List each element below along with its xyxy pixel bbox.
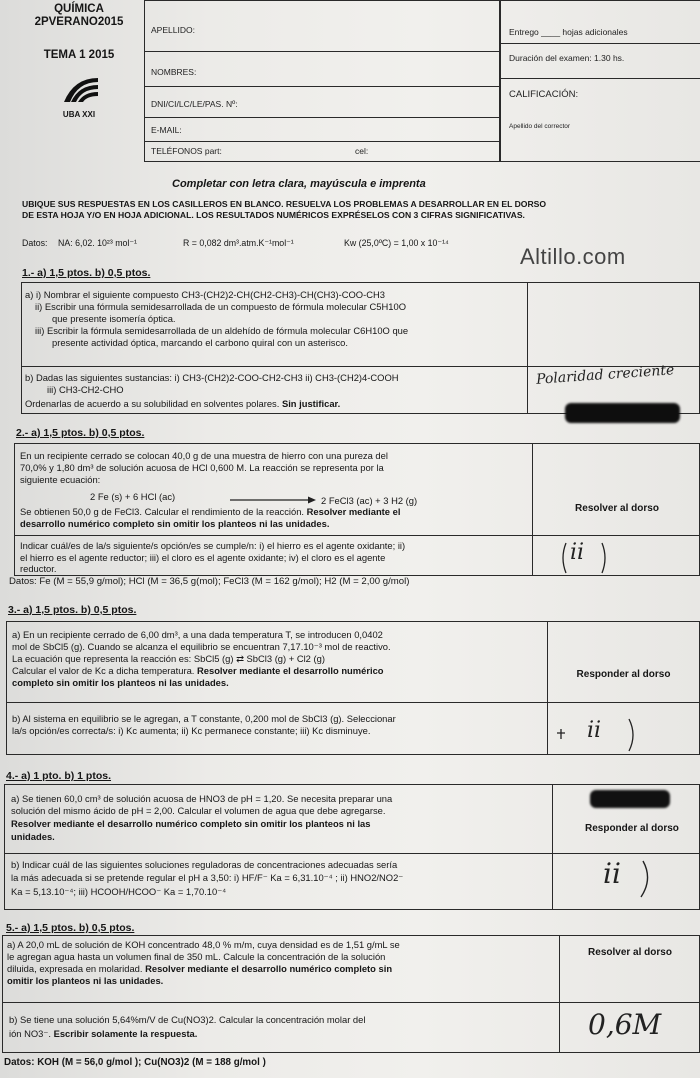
q3-a-3: La ecuación que representa la reacción es: SbCl5 (g) ⇄ SbCl3 (g) + Cl2 (g) (12, 653, 325, 664)
q2-b-2: el hierro es el agente reductor; iii) el cloro es el agente oxidante; iv) el cloro es el agente (20, 552, 386, 563)
q4-a-2: solución del mismo ácido de pH = 2,00. Calcular el volumen de agua que debe agregarse. (11, 805, 386, 816)
student-fields (144, 0, 501, 162)
q1-a-ii-2: que presente isomería óptica. (52, 313, 176, 324)
q2-datos: Datos: Fe (M = 55,9 g/mol); HCl (M = 36,5 g(mol); FeCl3 (M = 162 g/mol); H2 (M = 2,00 g/mol) (9, 576, 410, 587)
q3-a-1: a) En un recipiente cerrado de 6,00 dm³, a una dada temperatura T, se introducen 0,0402 (12, 629, 383, 640)
watermark: Altillo.com (520, 244, 626, 269)
q4-side-note: Responder al dorso (585, 823, 679, 834)
q3-a-5: completo sin omitir los planteos ni las unidades. (12, 677, 229, 688)
q2-equation-right: 2 FeCl3 (ac) + 3 H2 (g) (321, 495, 418, 506)
q1-a-ii: ii) Escribir una fórmula semidesarrollada de un compuesto de fórmula molecular C5H10O (35, 301, 406, 312)
q5-head: 5.- a) 1,5 ptos. b) 0,5 ptos. (6, 922, 135, 934)
q5-a-1: a) A 20,0 mL de solución de KOH concentrado 48,0 % m/m, cuya densidad es de 1,51 g/mL se (7, 939, 400, 950)
q3-b-2: la/s opción/es correcta/s: i) Kc aumenta; ii) Kc permanece constante; iii) Kc disminuye. (12, 725, 371, 736)
reaction-arrow-icon (230, 496, 316, 504)
q1-a-iii-2: presente actividad óptica, marcando el carbono quiral con un asterisco. (52, 337, 349, 348)
q2-side-note: Resolver al dorso (575, 503, 659, 514)
q1-a-iii: iii) Escribir la fórmula semidesarrollada de un aldehído de fórmula molecular C6H10O que (35, 325, 409, 336)
q5-a-3: diluida, expresada en molaridad. Resolver mediante el desarrollo numérico completo sin (7, 963, 393, 974)
q2-b-1: Indicar cuál/es de la/s siguiente/s opción/es se cumple/n: i) el hierro es el agente oxidante; ii) (20, 540, 406, 551)
telefonos-label: TELÉFONOS part: (151, 146, 222, 156)
q1-b-2: iii) CH3-CH2-CHO (47, 384, 124, 395)
q4-b-2: la más adecuada si se pretende regular el pH a 3,50: i) HF/F⁻ Ka = 6,31.10⁻⁴ ; ii) HNO2/NO2⁻ (11, 872, 404, 883)
q1-handwritten-answer: Polaridad creciente (535, 362, 675, 388)
q1-table (21, 282, 700, 414)
datos-na: NA: 6,02. 10²³ mol⁻¹ (58, 238, 137, 248)
q5-handwritten-answer: 0,6M (588, 1008, 662, 1041)
q5-a-2: le agregan agua hasta un volumen final de 350 mL. Calcule la concentración de la solución (7, 951, 386, 962)
header-left (14, 0, 144, 160)
subject: QUÍMICA (54, 3, 104, 15)
q2-a-2: 70,0% y 1,80 dm³ de solución acuosa de HCl 0,600 M. La reacción se representa por la (20, 462, 384, 473)
dni-label: DNI/CI/LC/LE/PAS. Nº: (151, 99, 238, 109)
datos-r: R = 0,082 dm³.atm.K⁻¹mol⁻¹ (183, 238, 294, 248)
q1-b-3: Ordenarlas de acuerdo a su solubilidad en solventes polares. Sin justificar. (25, 398, 341, 409)
q4-hand-paren-icon (595, 859, 655, 899)
q5-b-2: ión NO3⁻. Escribir solamente la respuesta. (9, 1028, 198, 1039)
q3-a-2: mol de SbCl5 (g). Cuando se alcanza el equilibrio se encuentran 7,17.10⁻³ mol de reactivo. (12, 641, 391, 652)
q5-side-note: Resolver al dorso (588, 947, 672, 958)
q3-head: 3.- a) 1,5 ptos. b) 0,5 ptos. (8, 604, 137, 616)
q2-a-5: desarrollo numérico completo sin omitir los planteos ni las unidades. (20, 518, 330, 529)
q3-b-1: b) Al sistema en equilibrio se le agregan, a T constante, 0,200 mol de SbCl3 (g). Seleccionar (12, 713, 396, 724)
q5-table (2, 935, 700, 1053)
datos-label: Datos: (22, 238, 48, 248)
q4-head: 4.- a) 1 pto. b) 1 ptos. (6, 770, 112, 782)
cel-label: cel: (355, 146, 369, 156)
q1-b-1: b) Dadas las siguientes sustancias: i) CH3-(CH2)2-COO-CH2-CH3 ii) CH3-(CH2)4-COOH (25, 372, 399, 383)
q4-handwritten-answer: ii (603, 857, 621, 890)
q4-b-1: b) Indicar cuál de las siguientes soluciones reguladoras de concentraciones adecuadas sería (11, 859, 398, 870)
grading-box (499, 0, 700, 162)
uba-logo-icon (60, 76, 100, 104)
entrego-label: Entrego ____ hojas adicionales (509, 27, 628, 37)
q2-b-3: reductor. (20, 563, 57, 574)
redaction-mark-2 (590, 790, 670, 808)
q1-a-i: a) i) Nombrar el siguiente compuesto CH3-(CH2)2-CH(CH2-CH3)-CH(CH3)-COO-CH3 (25, 289, 385, 300)
q4-b-3: Ka = 5,13.10⁻⁴; iii) HCOOH/HCOO⁻ Ka = 1,70.10⁻⁴ (11, 886, 227, 897)
q3-side-note: Responder al dorso (576, 669, 671, 680)
q1-head: 1.- a) 1,5 ptos. b) 0,5 ptos. (22, 267, 151, 279)
nombres-label: NOMBRES: (151, 67, 197, 77)
calificacion-label: CALIFICACIÓN: (509, 89, 579, 100)
q3-hand-mark-icon (555, 717, 645, 753)
apellido-label: APELLIDO: (151, 25, 195, 35)
q3-table (6, 621, 700, 755)
q5-b-1: b) Se tiene una solución 5,64%m/V de Cu(NO3)2. Calcular la concentración molar del (9, 1014, 366, 1025)
redaction-mark-1 (565, 403, 680, 423)
q2-a-3: siguiente ecuación: (20, 474, 101, 485)
duracion-label: Duración del examen: 1.30 hs. (509, 53, 625, 63)
period: 2PVERANO2015 (34, 16, 124, 28)
institution: UBA XXI (62, 110, 96, 119)
q3-a-4: Calcular el valor de Kc a dicha temperatura. Resolver mediante el desarrollo numérico (12, 665, 384, 676)
q2-a-1: En un recipiente cerrado se colocan 40,0 g de una muestra de hierro con una pureza del (20, 450, 388, 461)
q2-a-4: Se obtienen 50,0 g de FeCl3. Calcular el rendimiento de la reacción. Resolver mediante el (20, 506, 401, 517)
corrector-label: Apellido del corrector (509, 123, 571, 130)
q2-table (14, 443, 700, 576)
q3-handwritten-answer: ii (587, 718, 602, 743)
datos-kw: Kw (25,0ºC) = 1,00 x 10⁻¹⁴ (344, 238, 449, 248)
theme: TEMA 1 2015 (43, 49, 115, 61)
email-label: E-MAIL: (151, 125, 182, 135)
q2-handwritten-answer: ii (570, 540, 585, 565)
q2-equation-left: 2 Fe (s) + 6 HCl (ac) (90, 491, 176, 502)
instructions-line-1: UBIQUE SUS RESPUESTAS EN LOS CASILLEROS EN BLANCO. RESUELVA LOS PROBLEMAS A DESARROLLAR EN EL DORSO (22, 199, 547, 209)
q4-a-3: Resolver mediante el desarrollo numérico completo sin omitir los planteos ni las (11, 818, 371, 829)
q2-hand-paren-icon (560, 541, 610, 575)
q4-a-1: a) Se tienen 60,0 cm³ de solución acuosa de HNO3 de pH = 1,20. Se necesita preparar una (11, 793, 393, 804)
q4-a-4: unidades. (11, 831, 55, 842)
instructions-title: Completar con letra clara, mayúscula e imprenta (172, 178, 426, 190)
instructions-line-2: DE ESTA HOJA Y/O EN HOJA ADICIONAL. LOS RESULTADOS NUMÉRICOS EXPRÉSELOS CON 3 CIFRAS SIGNIFICATIVAS. (22, 210, 525, 220)
q2-head: 2.- a) 1,5 ptos. b) 0,5 ptos. (16, 427, 145, 439)
q5-a-4: omitir los planteos ni las unidades. (7, 975, 164, 986)
q5-datos: Datos: KOH (M = 56,0 g/mol ); Cu(NO3)2 (M = 188 g/mol ) (4, 1057, 266, 1068)
